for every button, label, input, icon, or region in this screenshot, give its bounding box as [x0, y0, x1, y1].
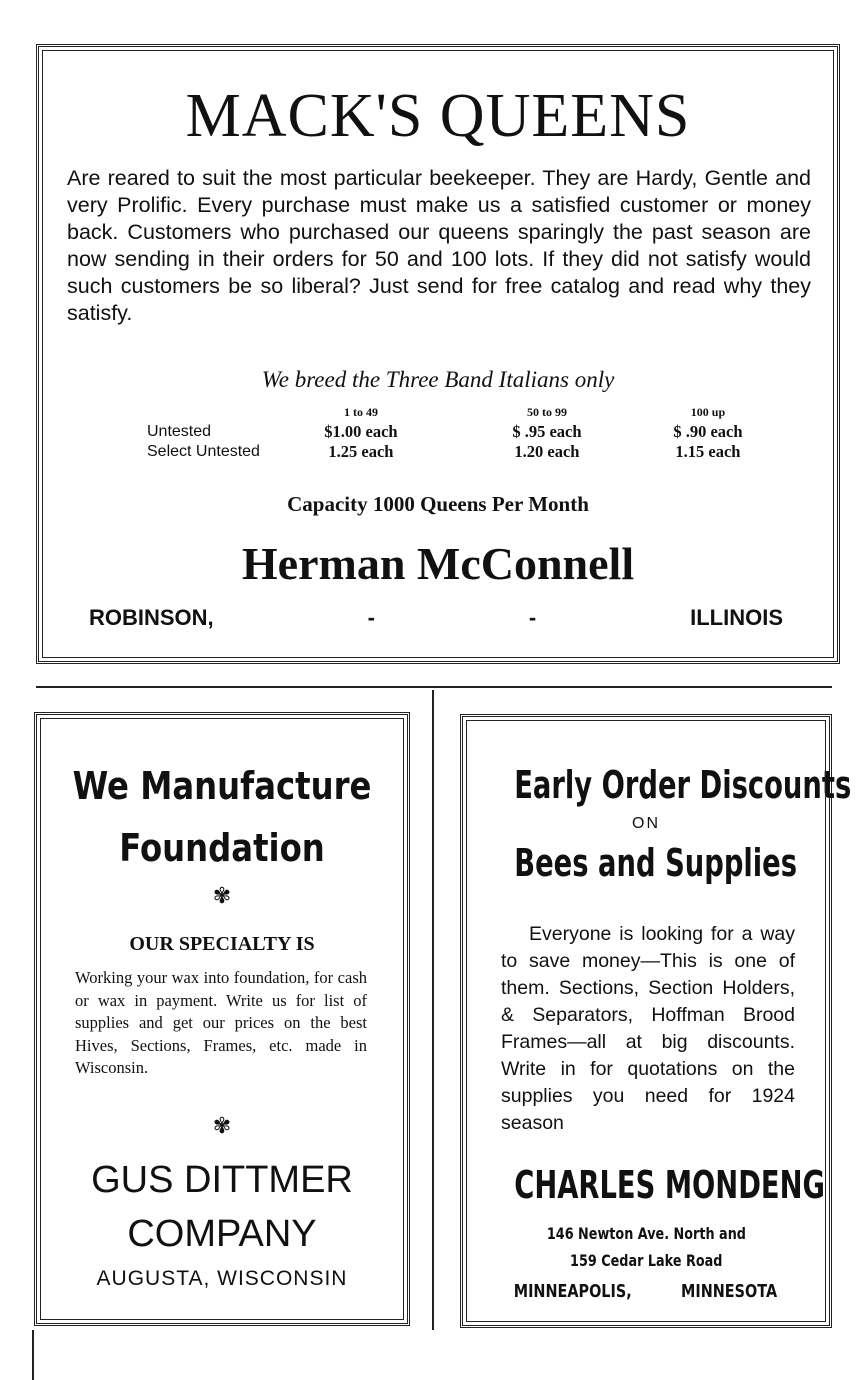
ornament-icon: ✾ [212, 883, 232, 908]
location-line [89, 605, 783, 631]
company-line-2: COMPANY [127, 1213, 317, 1255]
ornament-icon: ✾ [212, 1113, 232, 1138]
headline-on: ON [632, 815, 660, 832]
city: MINNEAPOLIS, [513, 1281, 632, 1302]
price-cell: $ .95 each [512, 422, 582, 441]
separator-dash: - [367, 605, 375, 630]
column-header: 100 up [690, 405, 726, 419]
capacity-line: Capacity 1000 Queens Per Month [287, 492, 589, 516]
ad-body-text: Working your wax into foundation, for cash or wax in payment. Write us for list of supplies and get our prices on the best Hives, Sections, Frames, etc. made in Wisconsin. [75, 968, 367, 1077]
location-line [499, 1281, 789, 1302]
divider-vertical-left [32, 1330, 34, 1380]
price-table [139, 405, 776, 462]
row-label: Select Untested [147, 443, 260, 460]
price-cell: 1.25 each [328, 442, 394, 461]
company-location: AUGUSTA, WISCONSIN [96, 1267, 348, 1290]
company-line: CHARLES MONDENG [514, 1163, 825, 1207]
dittmer-foundation-ad [34, 712, 410, 1326]
table-row [139, 442, 776, 462]
advertiser-name: Herman McConnell [241, 538, 635, 589]
ad-headline [65, 755, 380, 879]
company-line-1: GUS DITTMER [91, 1159, 353, 1201]
separator-dash: - [528, 605, 537, 630]
column-header: 50 to 99 [526, 405, 567, 419]
price-cell: 1.20 each [514, 442, 580, 461]
state: MINNESOTA [680, 1281, 777, 1302]
company-name [37, 1153, 407, 1261]
headline-line-2: Foundation [119, 826, 325, 870]
divider-vertical [432, 690, 434, 1330]
address-line-2: 159 Cedar Lake Road [569, 1251, 723, 1270]
price-table-header [139, 405, 776, 422]
state: ILLINOIS [690, 605, 783, 630]
address-line-1: 146 Newton Ave. North and [546, 1224, 746, 1243]
city: ROBINSON, [89, 605, 214, 630]
column-header: 1 to 49 [343, 405, 378, 419]
headline-line-1: Early Order Discounts [514, 763, 852, 807]
price-cell: $ .90 each [673, 422, 743, 441]
breed-line: We breed the Three Band Italians only [261, 367, 615, 392]
price-cell: 1.15 each [675, 442, 741, 461]
divider-horizontal [36, 686, 832, 688]
mondeng-discounts-ad [460, 714, 852, 1328]
ad-title: MACK'S QUEENS [185, 82, 691, 150]
table-row [139, 422, 776, 442]
ad-body-text: Everyone is looking for a way to save money—This is one of them. Sections, Section Holders, & Separators, Hoffman Brood Frames—all at big discounts. Write in for quotations on the supplies you need for 1924 season [501, 923, 795, 1134]
headline-line-1: We Manufacture [72, 764, 372, 808]
row-label: Untested [147, 423, 212, 440]
ad-body-text: Are reared to suit the most particular beekeeper. They are Hardy, Gentle and very Prolific. Every purchase must make us a satisfied customer or money back. Customers who purchased our queens sparingly the past season are now sending in their orders for 50 and 100 lots. If they did not satisfy would such customers be so liberal? Just send for free catalog and read why they satisfy. [67, 166, 811, 325]
macks-queens-ad [36, 44, 840, 664]
ad-subheadline [463, 841, 829, 885]
ad-headline [463, 763, 852, 807]
company-name [463, 1163, 829, 1207]
headline-line-2: Bees and Supplies [514, 841, 798, 885]
company-address [463, 1221, 829, 1275]
specialty-heading: OUR SPECIALTY IS [129, 933, 315, 955]
price-cell: $1.00 each [324, 422, 398, 441]
